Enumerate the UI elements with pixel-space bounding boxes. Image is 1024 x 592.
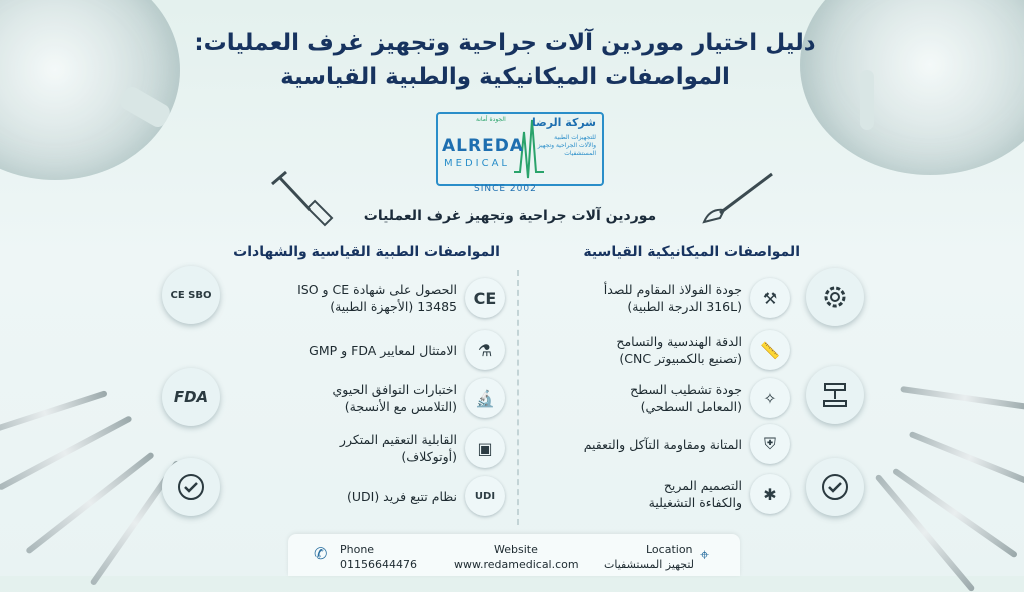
gear-icon	[819, 281, 851, 313]
spec-line: (المعامل السطحي)	[640, 399, 742, 414]
logo-english-name: ALREDA	[442, 136, 524, 156]
fda-badge: FDA	[162, 368, 220, 426]
autoclave-icon: ▣	[465, 428, 505, 468]
surgical-tool	[900, 386, 1024, 410]
sparkle-surface-icon: ✧	[750, 378, 790, 418]
contact-footer	[288, 534, 740, 576]
surgical-tool	[0, 390, 108, 436]
ergonomic-person-icon: ✱	[750, 474, 790, 514]
retractor-icon	[270, 170, 340, 230]
medical-spec-item	[250, 476, 505, 516]
ce-sbo-badge: CE SBO	[162, 266, 220, 324]
check-icon	[176, 472, 206, 502]
mechanical-spec-item	[560, 278, 790, 318]
logo-arabic-subtitle: للتجهيزات الطبية والآلات الجراحية وتجهيز المستشفيات	[537, 134, 596, 157]
lamp-arm-right	[860, 70, 874, 130]
logo-arabic-name: شركة الرضا	[531, 116, 596, 129]
company-logo	[436, 112, 602, 194]
udi-scan-icon: UDI	[465, 476, 505, 516]
spec-line: (أوتوكلاف)	[401, 449, 457, 464]
page-title-line2: المواصفات الميكانيكية والطبية القياسية	[280, 64, 730, 90]
spec-line: جودة تشطيب السطح	[630, 382, 742, 397]
spec-line: والكفاءة التشغيلية	[648, 495, 742, 510]
logo-since: SINCE 2002	[474, 184, 537, 194]
location-value: لتجهيز المستشفيات	[604, 558, 695, 571]
logo-english-subtitle: MEDICAL	[444, 158, 510, 169]
medical-spec-item	[250, 428, 505, 468]
caliper-icon: 📏	[750, 330, 790, 370]
microscope-icon: 🔬	[465, 378, 505, 418]
scalpel-icon	[700, 168, 780, 228]
location-label: Location	[646, 543, 693, 556]
phone-icon: ✆	[314, 544, 328, 563]
spec-line: (316L الدرجة الطبية)	[627, 299, 742, 314]
medical-spec-item	[250, 330, 505, 370]
spec-line: الحصول على شهادة CE و ISO	[297, 282, 457, 297]
spec-line: الدقة الهندسية والتسامح	[616, 334, 742, 349]
shield-check-icon: ⛨	[750, 424, 790, 464]
phone-value[interactable]: 01156644476	[340, 558, 417, 571]
surgical-tool	[0, 415, 133, 491]
section-subtitle: موردين آلات جراحية وتجهيز غرف العمليات	[363, 208, 657, 224]
lab-flask-icon: ⚗	[465, 330, 505, 370]
spec-line: نظام تتبع فريد (UDI)	[346, 488, 457, 504]
website-link[interactable]: www.redamedical.com	[454, 558, 579, 571]
medical-spec-item	[250, 378, 505, 418]
check-icon	[820, 472, 850, 502]
mechanical-spec-item	[560, 378, 790, 418]
location-pin-icon: ⌖	[700, 545, 710, 564]
cnc-machine-icon	[819, 379, 851, 411]
phone-label: Phone	[340, 543, 375, 556]
medical-spec-item	[250, 278, 505, 318]
spec-line: 13485 (الأجهزة الطبية)	[330, 299, 457, 314]
gear-badge	[806, 268, 864, 326]
mechanical-spec-item	[540, 424, 790, 464]
surgical-lamp-right	[800, 0, 1024, 175]
surgical-tool	[909, 431, 1024, 485]
verified-check-badge-right	[806, 458, 864, 516]
spec-line: المتانة ومقاومة التآكل والتعقيم	[583, 436, 742, 452]
spec-line: اختبارات التوافق الحيوي	[332, 382, 457, 397]
verified-check-badge-left	[162, 458, 220, 516]
ce-mark-icon: CE	[465, 278, 505, 318]
tools-icon: ⚒	[750, 278, 790, 318]
spec-line: الامتثال لمعايير FDA و GMP	[309, 342, 457, 358]
surgical-lamp-left	[0, 0, 180, 180]
website-label: Website	[494, 543, 538, 556]
spec-line: جودة الفولاذ المقاوم للصدأ	[603, 282, 742, 297]
page-title: دليل اختيار موردين آلات جراحية وتجهيز غرف العمليات:	[194, 30, 816, 56]
spec-line: التصميم المريح	[663, 478, 742, 493]
column-divider	[517, 270, 519, 525]
cnc-machine-badge	[806, 366, 864, 424]
mechanical-spec-item	[560, 474, 790, 514]
mechanical-specs-heading: المواصفات الميكانيكية القياسية	[583, 244, 800, 260]
logo-quality-text: الجودة أمانة	[476, 116, 506, 123]
spec-line: القابلية التعقيم المتكرر	[339, 432, 457, 447]
medical-specs-heading: المواصفات الطبية القياسية والشهادات	[233, 244, 500, 260]
spec-line: (تصنيع بالكمبيوتر CNC)	[619, 351, 742, 366]
spec-line: (التلامس مع الأنسجة)	[344, 399, 457, 414]
mechanical-spec-item	[560, 330, 790, 370]
